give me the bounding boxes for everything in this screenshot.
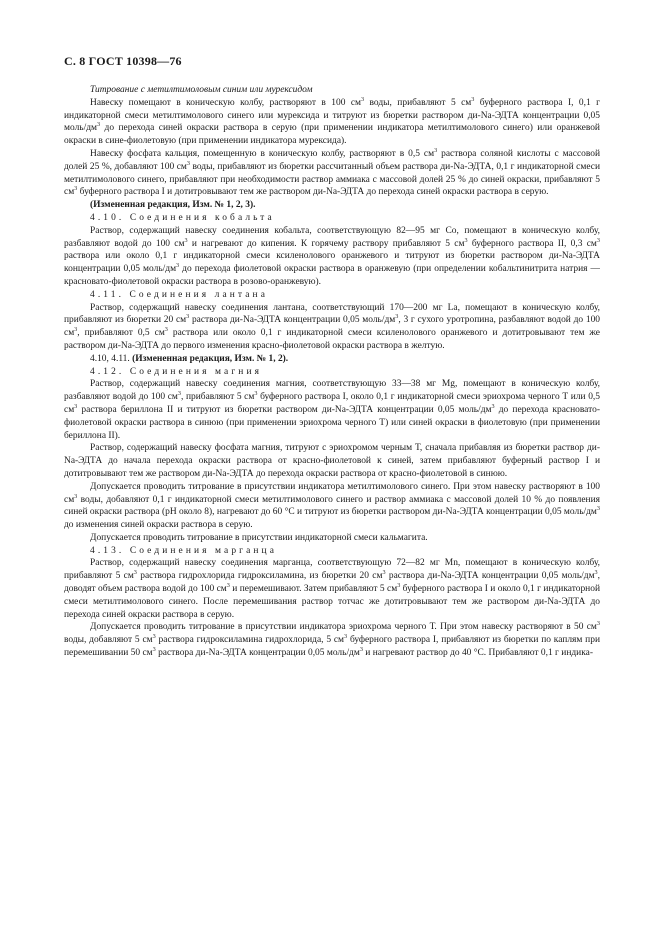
section-heading: 4.12. Соединения магния bbox=[90, 366, 263, 377]
paragraph: Навеску помещают в коническую колбу, растворяют в 100 $см^3$ воды, прибавляют 5 $см^3$ буферного раствора I, 0,1 г индикаторной смеси метилтимолового синего или мурексида и титруют из бюретки раствором ди-Na-ЭДТА концентрации 0,05 моль/$дм^3$ до перехода синей окраски раствора в серую (при применении индикатора метилтимолового синего) или оранжевой окраски в сине-фиолетовую (при применении индикатора мурексида). bbox=[64, 95, 600, 147]
paragraph: Раствор, содержащий навеску соединения магния, соответствующую 33—38 мг Mg, помещают в коническую колбу, разбавляют водой до 100 $см^3$, прибавляют 5 $см^3$ буферного раствора I, около 0,1 г индикаторной смеси эриохрома черного Т или 0,5 $см^3$ раствора бериллона II и титруют из бюретки раствором ди-Na-ЭДТА концентрации 0,05 моль/$дм^3$ до перехода красновато-фиолетовой окраски раствора в синюю (при применении эриохрома черного Т) или синей окраски в фиолетовую (при применении бериллона II). bbox=[64, 379, 601, 441]
paragraph: Допускается проводить титрование в присутствии индикатора метилтимолового синего. При этом навеску растворяют в 100 $см^3$ воды, добавляют 0,1 г индикаторной смеси метилтимолового синего и раствор аммиака с массовой долей 10 % до появления синей окраски раствора (рН около 8), нагревают до 60 °С и титруют из бюретки раствором ди-Na-ЭДТА концентрации 0,05 моль/$дм^3$ до изменения синей окраски раствора в серую. bbox=[64, 481, 600, 531]
paragraph: Раствор, содержащий навеску соединения лантана, соответствующий 170—200 мг La, помещают в коническую колбу, прибавляют из бюретки 20 $см^3$ раствора ди-Na-ЭДТА концентрации 0,05 моль/$дм^3$, 3 г сухого уротропина, разбавляют водой до 100 $см^3$, прибавляют 0,5 $см^3$ раствора или около 0,1 г индикаторной смеси ксиленолового оранжевого и дотитровывают тем же раствором ди-Na-ЭДТА до первого изменения красно-фиолетовой окраски раствора в желтую. bbox=[64, 302, 601, 351]
paragraph: Допускается проводить титрование в присутствии индикаторной смеси кальмагита. bbox=[90, 532, 428, 543]
paragraph: Допускается проводить титрование в присутствии индикатора эриохрома черного Т. При этом навеску растворяют в 50 $см^3$ воды, добавляют 5 $см^3$ раствора гидроксиламина гидрохлорида, 5 $см^3$ буферного раствора I, прибавляют из бюретки по каплям при перемешивании 50 $см^3$ раствора ди-Na-ЭДТА концентрации 0,05 моль/$дм^3$ и нагревают раствор до 40 °С. Прибавляют 0,1 г индика- bbox=[64, 620, 600, 659]
paragraph: Навеску фосфата кальция, помещенную в коническую колбу, растворяют в 0,5 $см^3$ раствора соляной кислоты с массовой долей 25 %, добавляют 100 $см^3$ воды, прибавляют из бюретки рассчитанный объем раствора ди-Na-ЭДТА, 0,1 г индикаторной смеси метилтимолового синего, прибавляют при необходимости раствор аммиака с массовой долей 25 % до синей окраски, прибавляют 5 $см^3$ буферного раствора I и дотитровывают тем же раствором ди-Na-ЭДТА до перехода синей окраски раствора в серую. bbox=[64, 146, 601, 198]
section-heading: 4.10. Соединения кобальта bbox=[90, 212, 275, 223]
revision-clause-numbers: 4.10, 4.11. bbox=[90, 353, 133, 364]
section-heading: 4.11. Соединения лантана bbox=[90, 289, 268, 300]
paragraph: Раствор, содержащий навеску фосфата магния, титруют с эриохромом черным Т, сначала прибавляя из бюретки раствор ди-Na-ЭДТА до начала перехода окраски раствора от красно-фиолетовой к синей, затем прибавляют буферный раствор I и дотитровывают тем же раствором ди-Na-ЭДТА до перехода окраски раствора от красно-фиолетовой в синюю. bbox=[64, 443, 600, 479]
revision-text: (Измененная редакция, Изм. № 1, 2). bbox=[132, 353, 289, 364]
revision-note: (Измененная редакция, Изм. № 1, 2, 3). bbox=[90, 200, 256, 211]
page-header: С. 8 ГОСТ 10398—76 bbox=[64, 54, 182, 68]
paragraph: Раствор, содержащий навеску соединения марганца, соответствующую 72—82 мг Mn, помещают в коническую колбу, прибавляют 5 $см^3$ раствора гидрохлорида гидроксиламина, из бюретки 20 $см^3$ раствора ди-Na-ЭДТА концентрации 0,05 моль/$дм^3$, доводят объем раствора водой до 100 $см^3$ и перемешивают. Затем прибавляют 5 $см^3$ буферного раствора I и около 0,1 г индикаторной смеси метилтимолового синего. После перемешивания раствор тотчас же дотитровывают тем же раствором ди-Na-ЭДТА до перехода синей окраски раствора в серую. bbox=[64, 558, 601, 620]
document-body bbox=[64, 84, 600, 660]
section-heading: 4.13. Соединения марганца bbox=[90, 545, 277, 556]
paragraph: Раствор, содержащий навеску соединения кобальта, соответствующую 82—95 мг Co, помещают в коническую колбу, разбавляют водой до 100 $см^3$ и нагревают до кипения. К горячему раствору прибавляют 5 $см^3$ буферного раствора II, 0,3 $см^3$ раствора или около 0,1 г индикаторной смеси ксиленолового оранжевого и титруют из бюретки раствором ди-Na-ЭДТА концентрации 0,05 моль/$дм^3$ до перехода фиолетовой окраски раствора в оранжевую (при определении кобальтинитрита натрия — красновато-фиолетовой окраски раствора в розово-оранжевую). bbox=[64, 225, 600, 287]
revision-note bbox=[64, 353, 600, 366]
section-subtitle: Титрование с метилтимоловым синим или мурексидом bbox=[90, 85, 313, 95]
